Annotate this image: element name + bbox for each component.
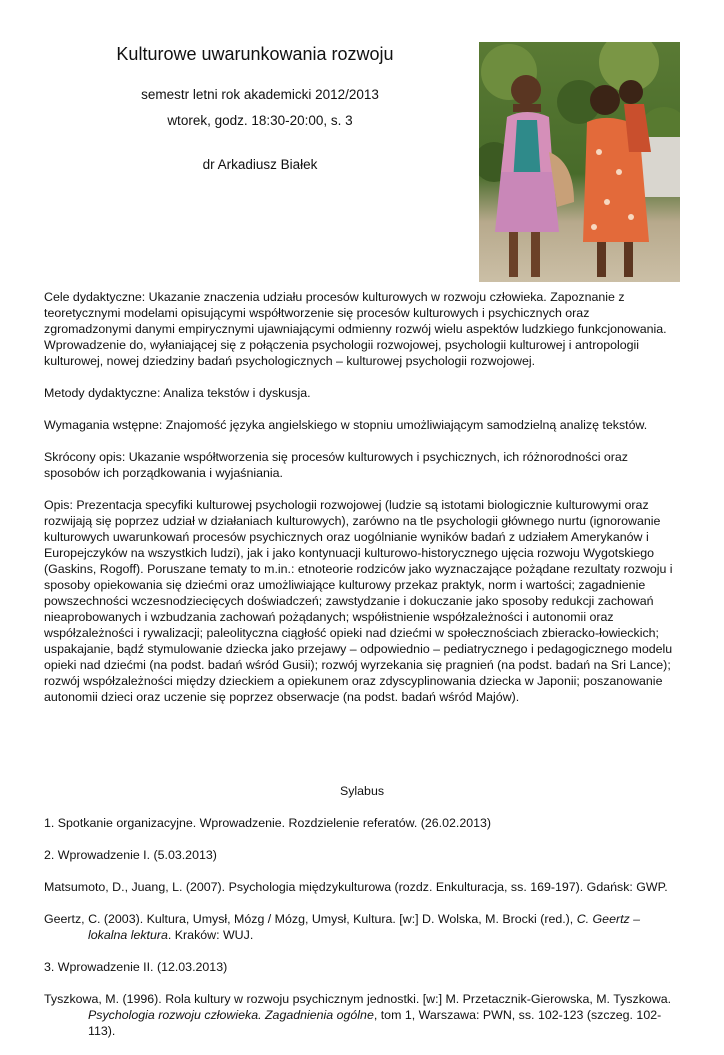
reference-tyszkowa xyxy=(44,991,680,1039)
syllabus-item-2 xyxy=(44,847,680,943)
goals-paragraph: Cele dydaktyczne: Ukazanie znaczenia udziału procesów kulturowych w rozwoju człowieka. Zapoznanie z teoretycznymi modelami opisującymi współtworzenie się procesów kulturowych i psychicznych oraz zgromadzonymi danymi empirycznymi ujawniającymi odmienny rozwój wielu aspektów ludzkiego funkcjonowania. Wprowadzenie do, wyłaniającej się z połączenia psychologii rozwojowej, psychologii kulturowej i antropologii kulturowej, nowej dziedziny badań psychologicznych – kulturowej psychologii rozwojowej. xyxy=(44,290,667,368)
description-paragraph: Opis: Prezentacja specyfiki kulturowej psychologii rozwojowej (ludzie są istotami biologicznie kulturowymi oraz rozwijają się poprzez udział w działaniach kulturowych), zarówno na tle psychologii głównego nurtu (ignorowanie kulturowych uwarunkowań procesów psychicznych oraz uogólnianie wyników badań z udziałem Amerykanów i Europejczyków na wszystkich ludzi), jak i jako kontynuacji kulturowo-historycznego ujęcia rozwoju Wygotskiego (Gaskins, Rogoff). Poruszane tematy to m.in.: etnoteorie rodziców jako wyznaczające pożądane rezultaty rozwoju i sposoby opiekowania się dziećmi oraz umożliwiające kulturowy przekaz praktyk, norm i wartości; zagadnienie powszechności wczesnodziecięcych doświadczeń; zawstydzanie i dokuczanie jako sposoby redukcji zachowań nieaprobowanych i wzbudzania zachowań pożądanych; współistnienie współzależności i autonomii oraz współzależności i rywalizacji; paleolityczna ciągłość opieki nad dziećmi w społecznościach zbieracko-łowieckich; uspakajanie, bądź stymulowanie dziecka jako przejawy – odpowiednio – pediatrycznego i pedagogicznego modelu opieki nad dziećmi (na podst. badań wśród Gusii); rozwój wyrzekania się pragnień (na podst. badań na Sri Lance); rozwój współzależności między dzieckiem a opiekunem oraz zdyscyplinowania dziecka w Japonii; poszanowanie autonomii dzieci oraz uczenie się poprzez obserwacje (na podst. badań wśród Majów). xyxy=(44,498,673,704)
children-photo xyxy=(479,42,680,282)
reference-geertz-authors: Geertz, C. (2003). Kultura, Umysł, Mózg / Mózg, Umysł, Kultura. [w:] D. Wolska, M. Brocki (red.), xyxy=(44,912,577,926)
requirements-paragraph: Wymagania wstępne: Znajomość języka angielskiego w stopniu umożliwiającym samodzielną analizę tekstów. xyxy=(44,418,648,432)
methods-paragraph: Metody dydaktyczne: Analiza tekstów i dyskusja. xyxy=(44,386,311,400)
syllabus-heading: Sylabus xyxy=(339,784,385,798)
syllabus-item-1: 1. Spotkanie organizacyjne. Wprowadzenie. Rozdzielenie referatów. (26.02.2013) xyxy=(44,816,492,830)
syllabus-item-3-title: 3. Wprowadzenie II. (12.03.2013) xyxy=(44,960,228,974)
reference-geertz-publisher: . Kraków: WUJ. xyxy=(167,928,254,942)
reference-tyszkowa-book: Psychologia rozwoju człowieka. Zagadnienia ogólne xyxy=(88,1008,374,1022)
reference-geertz xyxy=(44,911,680,943)
reference-tyszkowa-authors: Tyszkowa, M. (1996). Rola kultury w rozwoju psychicznym jednostki. [w:] M. Przetacznik-Gierowska, M. Tyszkowa. xyxy=(44,992,672,1006)
schedule-info: wtorek, godz. 18:30-20:00, s. 3 xyxy=(167,113,353,128)
short-description-paragraph: Skrócony opis: Ukazanie współtworzenia się procesów kulturowych i psychicznych, ich różnorodności oraz sposobów ich porządkowania i wyjaśniania. xyxy=(44,450,628,480)
lecturer-name: dr Arkadiusz Białek xyxy=(202,157,318,172)
reference-tyszkowa-publisher: , tom 1, Warszawa: PWN, ss. 102-123 (szczeg. 102-113). xyxy=(88,1008,662,1038)
syllabus-item-2-title: 2. Wprowadzenie I. (5.03.2013) xyxy=(44,848,217,862)
course-title: Kulturowe uwarunkowania rozwoju xyxy=(116,44,394,64)
semester-info: semestr letni rok akademicki 2012/2013 xyxy=(141,87,379,102)
reference-matsumoto: Matsumoto, D., Juang, L. (2007). Psychologia międzykulturowa (rozdz. Enkulturacja, ss. 169-197). Gdańsk: GWP. xyxy=(44,880,668,894)
reference-geertz-book: C. Geertz – lokalna lektura xyxy=(88,912,641,942)
syllabus-item-3 xyxy=(44,959,680,1039)
